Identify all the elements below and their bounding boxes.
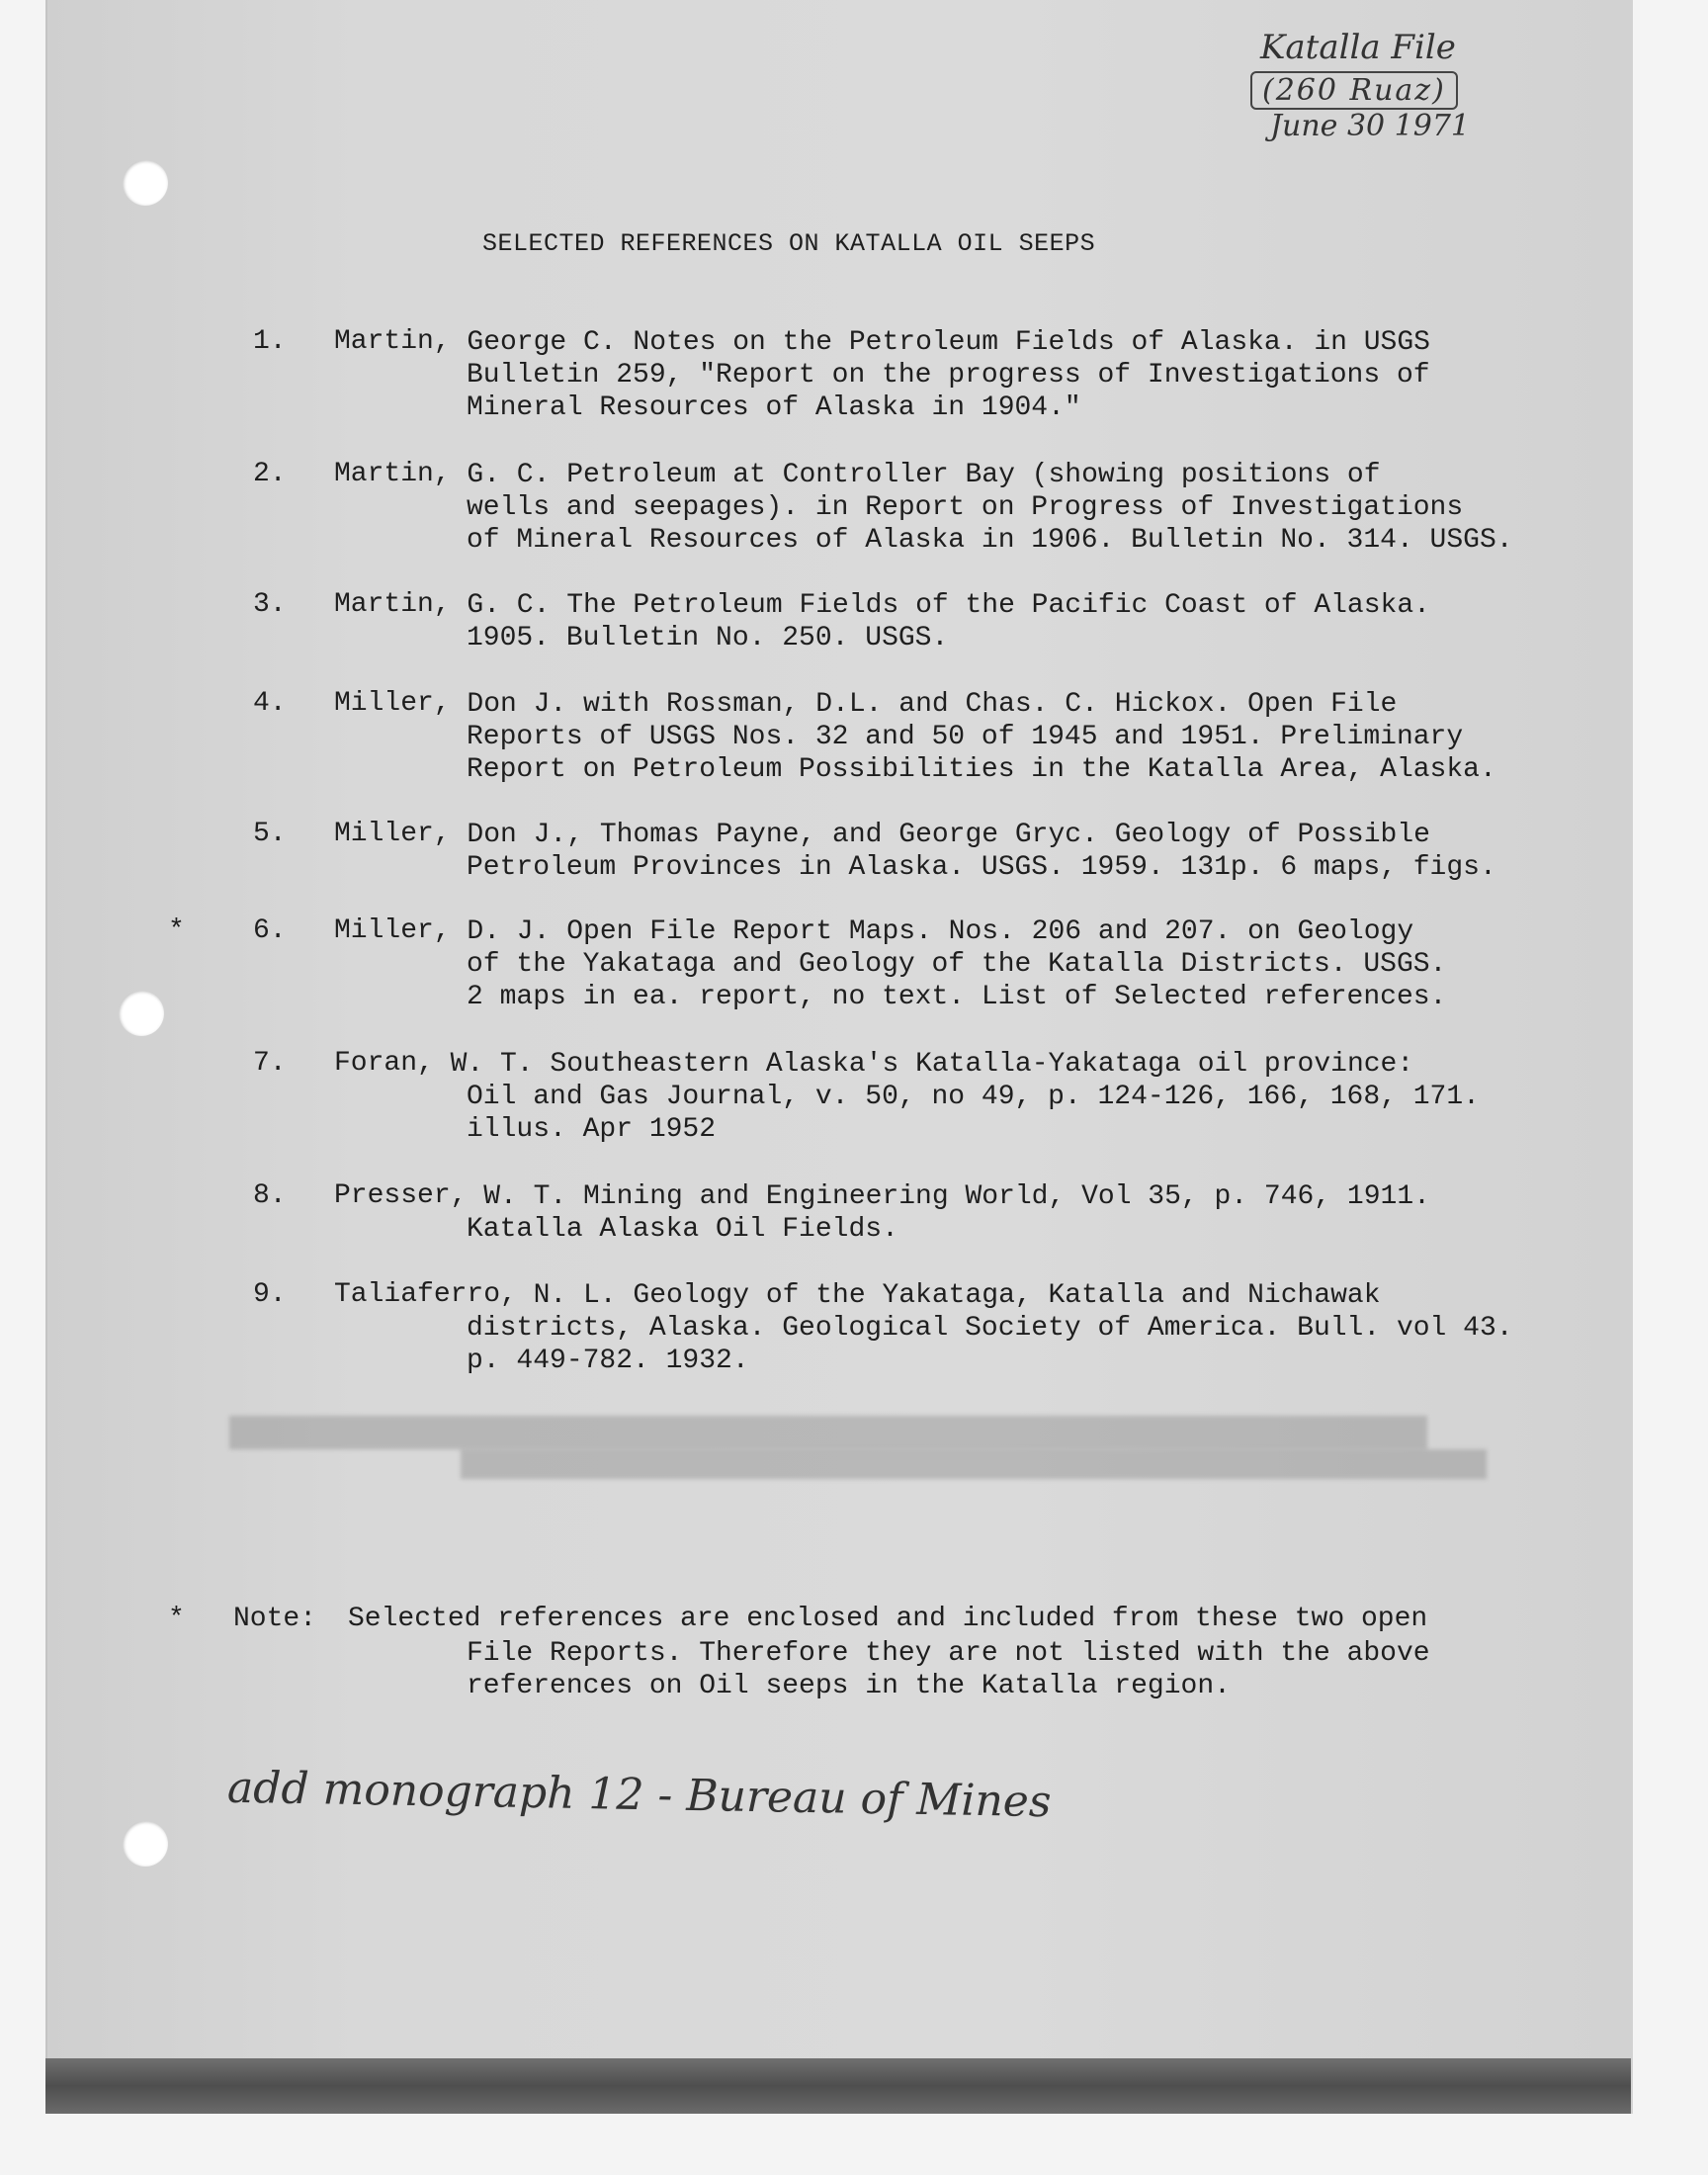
- reference-author: Miller,: [334, 688, 451, 719]
- reference-line: G. C. Petroleum at Controller Bay (showing positions of: [467, 460, 1381, 490]
- reference-line: N. L. Geology of the Yakataga, Katalla and Nichawak: [533, 1280, 1381, 1311]
- handwritten-file-label: Katalla File: [1260, 28, 1456, 67]
- note-asterisk: *: [168, 1604, 185, 1634]
- reference-line: 2 maps in ea. report, no text. List of Selected references.: [467, 982, 1447, 1012]
- reference-line: W. T. Mining and Engineering World, Vol 35, p. 746, 1911.: [483, 1181, 1430, 1212]
- reference-author: Martin,: [334, 459, 451, 489]
- reference-asterisk: *: [168, 915, 185, 946]
- reference-line: Petroleum Provinces in Alaska. USGS. 1959. 131p. 6 maps, figs.: [467, 852, 1496, 883]
- reference-line: illus. Apr 1952: [467, 1114, 717, 1145]
- reference-author: Taliaferro,: [334, 1279, 517, 1310]
- reference-line: districts, Alaska. Geological Society of America. Bull. vol 43.: [467, 1313, 1513, 1344]
- reference-number: 3.: [253, 589, 287, 620]
- scan-edge-band: [45, 2058, 1631, 2114]
- punch-hole-top: [123, 160, 168, 206]
- reference-author: Foran,: [334, 1048, 434, 1079]
- reference-number: 5.: [253, 819, 287, 849]
- reference-author: Martin,: [334, 589, 451, 620]
- note-label: Note:: [233, 1604, 317, 1634]
- reference-line: George C. Notes on the Petroleum Fields of Alaska. in USGS: [467, 327, 1430, 358]
- reference-line: Don J., Thomas Payne, and George Gryc. Geology of Possible: [467, 820, 1430, 850]
- handwritten-date: June 30 1971: [1270, 109, 1471, 143]
- reference-line: Katalla Alaska Oil Fields.: [467, 1214, 898, 1245]
- reference-line: Bulletin 259, "Report on the progress of Investigations of: [467, 360, 1430, 391]
- reference-line: Mineral Resources of Alaska in 1904.": [467, 392, 1081, 423]
- reference-author: Martin,: [334, 326, 451, 357]
- reference-line: p. 449-782. 1932.: [467, 1346, 749, 1376]
- reference-author: Miller,: [334, 915, 451, 946]
- reference-author: Miller,: [334, 819, 451, 849]
- reference-line: of Mineral Resources of Alaska in 1906. Bulletin No. 314. USGS.: [467, 525, 1513, 556]
- reference-line: 1905. Bulletin No. 250. USGS.: [467, 623, 949, 653]
- punch-hole-bottom: [123, 1821, 168, 1867]
- reference-number: 9.: [253, 1279, 287, 1310]
- punch-hole-middle: [119, 991, 164, 1036]
- note-line: File Reports. Therefore they are not listed with the above: [467, 1638, 1430, 1669]
- handwritten-addendum: add monograph 12 - Bureau of Mines: [226, 1762, 1052, 1828]
- note-line: Selected references are enclosed and included from these two open: [348, 1604, 1428, 1634]
- handwritten-file-code: (260 Ruaz): [1250, 71, 1458, 110]
- smudge-mark: [229, 1416, 1427, 1449]
- reference-line: W. T. Southeastern Alaska's Katalla-Yakataga oil province:: [450, 1049, 1414, 1080]
- reference-line: of the Yakataga and Geology of the Katalla Districts. USGS.: [467, 949, 1447, 980]
- reference-number: 7.: [253, 1048, 287, 1079]
- reference-number: 4.: [253, 688, 287, 719]
- reference-line: D. J. Open File Report Maps. Nos. 206 and 207. on Geology: [467, 916, 1414, 947]
- reference-line: Report on Petroleum Possibilities in the Katalla Area, Alaska.: [467, 754, 1496, 785]
- reference-number: 1.: [253, 326, 287, 357]
- reference-line: Reports of USGS Nos. 32 and 50 of 1945 and 1951. Preliminary: [467, 722, 1464, 752]
- reference-author: Presser,: [334, 1180, 468, 1211]
- reference-number: 2.: [253, 459, 287, 489]
- reference-number: 6.: [253, 915, 287, 946]
- note-line: references on Oil seeps in the Katalla region.: [467, 1671, 1231, 1701]
- document-title: SELECTED REFERENCES ON KATALLA OIL SEEPS: [482, 229, 1096, 258]
- reference-line: Oil and Gas Journal, v. 50, no 49, p. 124-126, 166, 168, 171.: [467, 1082, 1480, 1112]
- reference-line: Don J. with Rossman, D.L. and Chas. C. Hickox. Open File: [467, 689, 1398, 720]
- smudge-mark: [461, 1449, 1487, 1479]
- reference-line: G. C. The Petroleum Fields of the Pacific Coast of Alaska.: [467, 590, 1430, 621]
- reference-line: wells and seepages). in Report on Progress of Investigations: [467, 492, 1464, 523]
- reference-number: 8.: [253, 1180, 287, 1211]
